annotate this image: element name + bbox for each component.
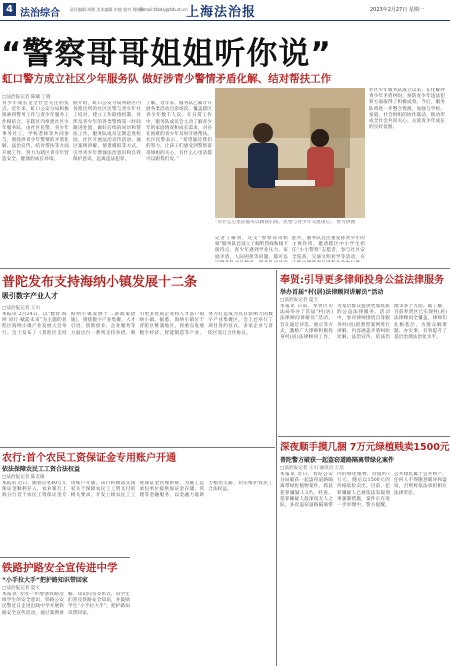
haina-subheadline: 吸引数字产业人才: [2, 292, 58, 300]
page-number-badge: 4: [3, 3, 16, 16]
greenery-byline: □法治报记者 王川 通讯员 王培: [280, 466, 344, 471]
rural-body: 本报讯 近日，随着首笔40万元保证金顺利存入，农业银行上海分行首个农民工资保证金专用账户开通。该行积极落实国家关于保障农民工工资支付的相关要求，开发上线农民工工资保证金管理系统，为施工总承包单位提供保证金存储、管理等金融服务，以金融力量助力根治欠薪，切实维护农民工合法权益。: [2, 481, 273, 499]
lead-photo-caption: “有什么心里话都可以跟我们说。”民警与青少年交流谈心。 警方供图: [215, 220, 356, 225]
railway-subheadline: “小手拉大手”把护路知识带回家: [2, 577, 88, 584]
greenery-divider: [278, 436, 450, 437]
greenery-subheadline: 普陀警方破获一起盗窃道路隔离带绿化案件: [280, 457, 395, 464]
haina-body: 本报讯 2月24日，以“数智·海纳 同行·赋能未来”为主题的普陀区海纳小镇产业发展大会举行。会上发布了《普陀区支持海纳小镇发展十二条政策措施》，围绕数字产业集聚、人才引进、创新创业、企业服务等方面出台一系列支持举措，吸引更多优质企业和人才落户海纳小镇。据悉，海纳小镇位于普陀区桃浦地区，将重点发展数字经济、智能制造等产业，努力打造成为具有影响力的数字产业集聚区。会上还举行了项目签约仪式，多家企业与普陀区签订合作协议。: [2, 312, 273, 336]
haina-headline: 普陀发布支持海纳小镇发展十二条: [2, 275, 198, 290]
editors-line: 责任编辑 周敬 美术编辑 申媛 校对 周晓敏: [70, 7, 145, 12]
lead-byline: □法治报记者 陈曦 丁晓: [2, 95, 51, 100]
column-divider: [276, 270, 277, 666]
issue-date: 2023年2月27日 星期一: [370, 7, 424, 13]
lead-headline: “警察哥哥姐姐听你说”: [1, 36, 332, 72]
lead-col-6: 社区少年服务队成立以来，在化解涉青少年矛盾纠纷、预防青少年违法犯罪方面取得了积极成效。今后，服务队将进一步整合资源，加强与学校、家庭、社会组织的协作联动，推动形成全社会共同关心、关爱青少年成长的良好氛围。: [369, 88, 445, 131]
rural-divider: [0, 447, 275, 448]
rural-byline: □法治报记者 陈友敏: [2, 475, 45, 480]
section-name: 法治综合: [20, 8, 60, 19]
rural-subheadline: 依法保障农民工工资合法权益: [2, 466, 81, 473]
greenery-body: 本报讯 近日，普陀公安分局破获一起盗窃道路隔离带绿化植物案件，抓获犯罪嫌疑人3名。经查，犯罪嫌疑人趁深夜无人之际，多次盗窃道路隔离带内的绿化植物，价值约7万元，随后以1500元的价格低价卖出。目前，犯罪嫌疑人已被依法采取刑事强制措施，案件正在进一步审理中。警方提醒，公共绿化属于公共财产，任何人不得随意破坏和盗窃，否则将依法承担相应法律责任。: [280, 472, 447, 509]
lead-col-4: 记者了解到，这支“警察哥哥姐姐”服务队还设立了倾听热线和线下接待点，青少年遇到学业压力、家庭矛盾、人际困扰等问题，都可以: [215, 236, 288, 260]
lead-subheadline: 虹口警方成立社区少年服务队 做好涉青少警情矛盾化解、结对帮扶工作: [2, 73, 332, 85]
railway-headline: 铁路护路安全宣传进中学: [2, 562, 118, 574]
lead-photo: [215, 88, 365, 218]
page-header: [0, 0, 450, 21]
fengxian-body: 本报讯 日前，奉贤区司法局举办了首届“村(居)法律顾问讲解员”活动，旨在通过评选、展示等方式，激励广大律师积极投身村(居)法律顾问工作，为基层群众提供更加优质的公益法律服务。活动中，参评律师围绕自身服务村(居)的典型案例进行讲解，内容涵盖矛盾纠纷化解、法治宣传、依法治理等多个方面。据了解，目前奉贤区已实现村(居)法律顾问全覆盖，律师们扎根基层，为群众解难题、办实事，有效提升了基层治理法治化水平。: [280, 304, 447, 341]
railway-divider: [0, 557, 130, 558]
greenery-headline: 深夜顺手摸几捆 7万元绿植贱卖1500元: [280, 442, 450, 453]
fengxian-subheadline: 举办首届“村(居)法律顾问讲解员”活动: [280, 289, 384, 296]
fengxian-byline: □法治报记者 夏天: [280, 298, 318, 303]
rural-headline: 农行:首个农民工资保证金专用账户开通: [2, 453, 176, 464]
lead-col-2: 据介绍，虹口公安分局将辖区内各派出所的社区民警与青少年社工结对，建立工作联络机制，对涉及青少年的各类警情第一时间跟进处置，做好后续的回访和帮扶工作。服务队成员定期走进校园、社区开展法治宣传活动，通过案例讲解、情景模拟等方式，引导青少年增强法治意识和自我保护意识，远离违法犯罪。: [73, 101, 141, 162]
haina-byline: □法治报记者 王川: [2, 306, 40, 311]
fengxian-headline: 奉贤:引导更多律师投身公益法律服务: [280, 275, 444, 286]
lead-photo-illustration: [215, 88, 365, 218]
lead-col-1: 青少年成长是全社会关注的焦点。近年来，虹口公安分局积极探索将警务工作与青少年服务工作相结合，在辖区内组建社区少年服务队，由社区民警、青少年事务社工、学校老师等共同参与，围绕涉青少年警情的矛盾化解、法治宣传、结对帮扶等方面开展工作，努力为辖区青少年营造安全、健康的成长环境。: [2, 101, 69, 162]
contact-email: E-mail:fzbdsj@fzb.sh.cn: [140, 7, 188, 12]
lead-col-5: 此外，服务队还注重发挥青少年的主体作用，邀请辖区中小学生担任“小小警察”志愿者，参与社区安全巡查、交通文明劝导等活动，在: [292, 236, 365, 260]
railway-body: 本报讯 为进一步增强铁路沿线学生的安全意识，铁路公安民警近日走进沿线中学开展铁路安全宣传活动，通过案例讲解、知识问答等形式，向学生们普及铁路安全知识，并鼓励学生“小手拉大手”，把护路知识带回家。: [2, 592, 130, 616]
paper-name: 上海法治报: [186, 5, 257, 20]
lead-col-3: 了解，近年来，服务队已累计开展各类活动百余场次，覆盖辖区青少年数千人次。在日常工作中，服务队成员会主动了解青少年的家庭情况和成长需求，对存在困难的青少年及时开展帮扶。社区民警表示，“希望通过我们的努力，让孩子们感受到警察哥哥姐姐的关心，有什么心里话都可以跟我们说。”: [146, 101, 212, 162]
section-divider: [0, 268, 450, 269]
railway-byline: □法治报记者 夏天: [2, 586, 40, 591]
